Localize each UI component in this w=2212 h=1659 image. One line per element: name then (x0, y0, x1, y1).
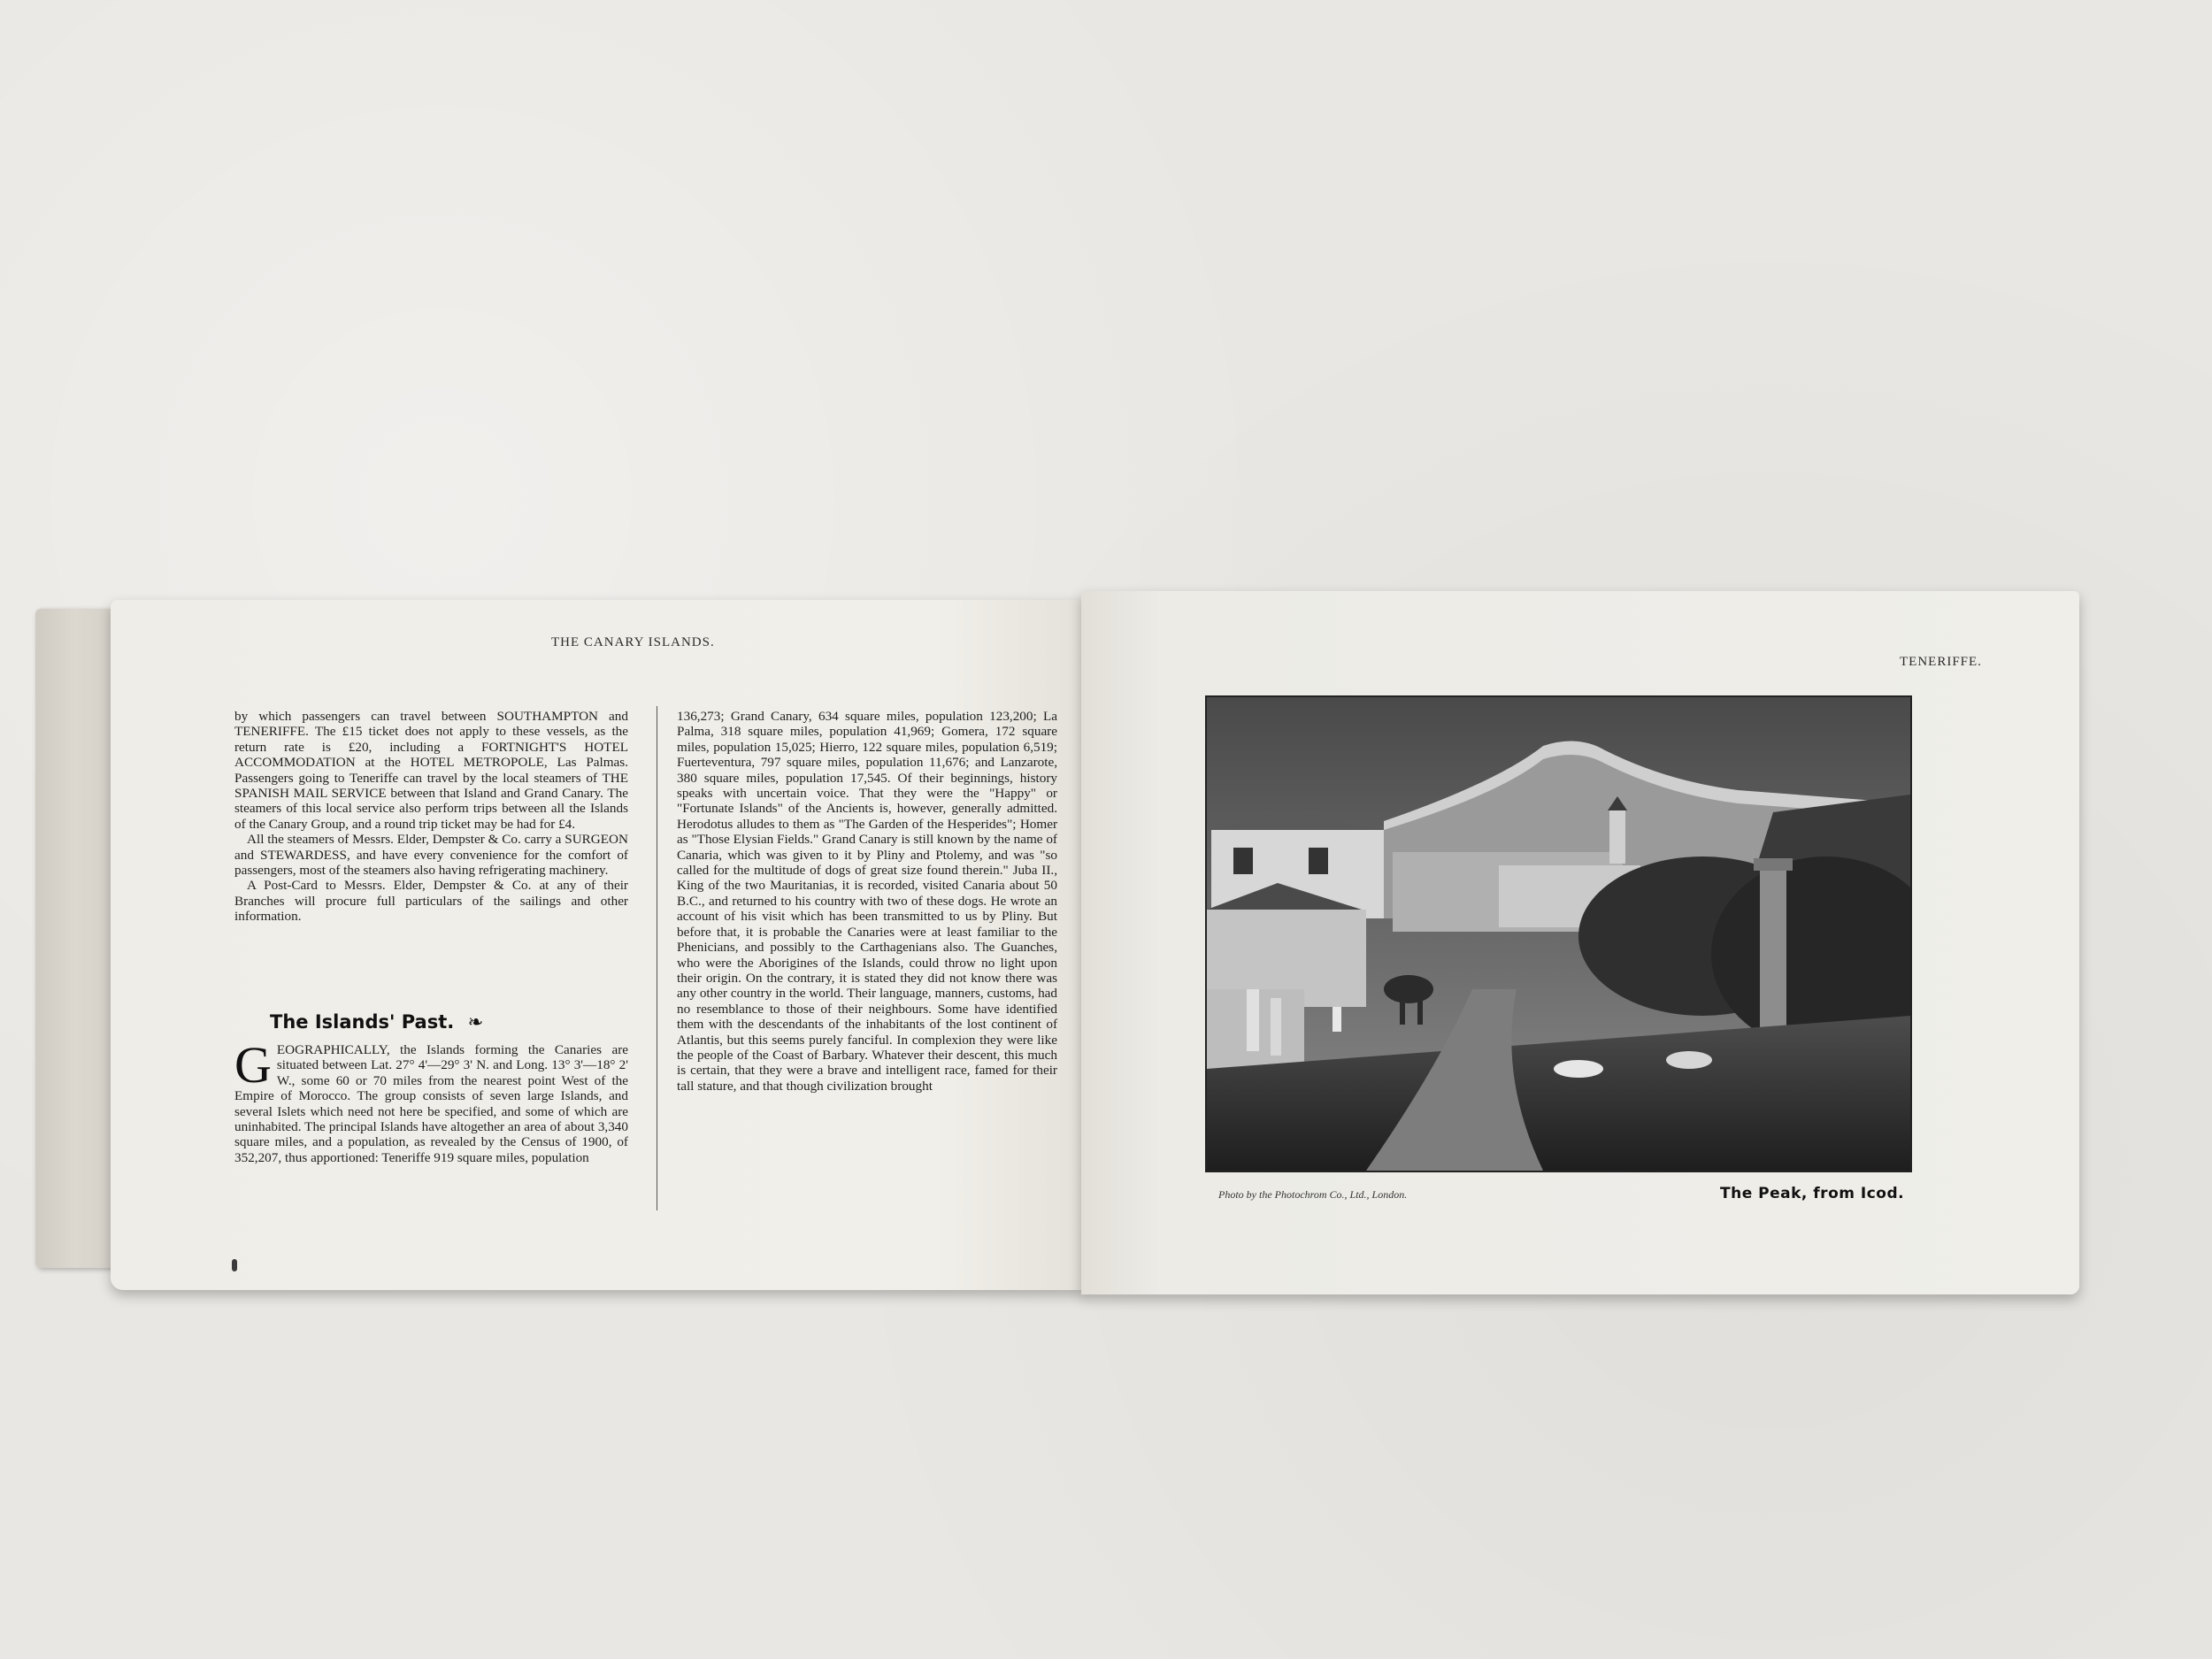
drop-cap: G (234, 1036, 272, 1094)
photo-caption: The Peak, from Icod. (1720, 1185, 1905, 1202)
left-column-top (234, 709, 628, 925)
left-column-section (234, 1036, 628, 1165)
right-page (1081, 591, 2079, 1294)
section-title-text: The Islands' Past. (270, 1011, 455, 1033)
fleuron-icon: ❧ (467, 1011, 484, 1033)
right-column (677, 709, 1057, 1094)
paragraph-population: 136,273; Grand Canary, 634 square miles, population 123,200; La Palma, 318 square miles, population 41,969; Gomera, 172 square miles, population 15,025; Hierro, 122 square miles, population 6,519; Fuerteventura, 797 square miles, population 11,676; and Lanzarote, 380 square miles, population 17,545. Of their beginnings, history speaks with uncertain voice. That they were the "Happy" or "Fortunate Islands" of the Ancients is, however, generally admitted. Herodotus alludes to them as "The Garden of the Hesperides"; Homer as "Those Elysian Fields." Grand Canary is still known by the name of Canaria, which was given to it by Pliny and Ptolemy, and was "so called for the multitude of dogs of great size found therein." Juba II., King of the two Mauritanias, it is recorded, visited Canaria about 50 B.C., and returned to his country with two of these dogs. He wrote an account of his visit which has been transmitted to us by Pliny. But before that, it is probable the Canaries were at least familiar to the Phenicians, and possibly to the Carthagenians also. The Guanches, who were the Aborigines of the Islands, could throw no light upon their origin. On the contrary, it is stated they did not know there was any other country in the world. Their language, manners, customs, had no resemblance to those of their neighbours. Some have identified them with the descendants of the inhabitants of the lost continent of Atlantis, but this seems purely fanciful. In complexion they were like the people of the Coast of Barbary. Whatever their descent, this much is certain, that they were a brave and intelligent race, famed for their tall stature, and that though civilization brought (677, 709, 1057, 1094)
photo-illustration (1207, 697, 1910, 1171)
binding-staple (232, 1259, 237, 1271)
paragraph-postcard: A Post-Card to Messrs. Elder, Dempster & Co. at any of their Branches will procure full particulars of the sailings and other information. (234, 878, 628, 925)
running-head-right: TENERIFFE. (1900, 655, 1982, 669)
photograph-peak (1205, 695, 1912, 1172)
left-page (111, 600, 1084, 1290)
paragraph-passengers: by which passengers can travel between SOUTHAMPTON and TENERIFFE. The £15 ticket does not apply to these vessels, as the return rate is £20, including a FORTNIGHT'S HOTEL ACCOMMODATION at the HOTEL METROPOLE, Las Palmas. Passengers going to Teneriffe can travel by the local steamers of THE SPANISH MAIL SERVICE between that Island and Grand Canary. The steamers of this local service also perform trips between all the Islands of the Canary Group, and a round trip ticket may be had for £4. (234, 709, 628, 832)
section-body: EOGRAPHICALLY, the Islands forming the Canaries are situated between Lat. 27° 4'—29° 3' N. and Long. 13° 3'—18° 2' W., some 60 or 70 miles from the nearest point West of the Empire of Morocco. The group consists of seven large Islands, and several Islets which need not here be specified, and some of which are uninhabited. The principal Islands have altogether an area of about 3,340 square miles, and a population, as revealed by the Census of 1900, of 352,207, thus apportioned: Teneriffe 919 square miles, population (234, 1042, 628, 1165)
section-title (270, 1011, 483, 1033)
running-head-left: THE CANARY ISLANDS. (551, 635, 715, 649)
open-book (35, 591, 2079, 1299)
photo-credit: Photo by the Photochrom Co., Ltd., London. (1218, 1188, 1408, 1201)
paragraph-steamers: All the steamers of Messrs. Elder, Dempster & Co. carry a SURGEON and STEWARDESS, and have every convenience for the comfort of passengers, most of the steamers also having refrigerating machinery. (234, 832, 628, 879)
